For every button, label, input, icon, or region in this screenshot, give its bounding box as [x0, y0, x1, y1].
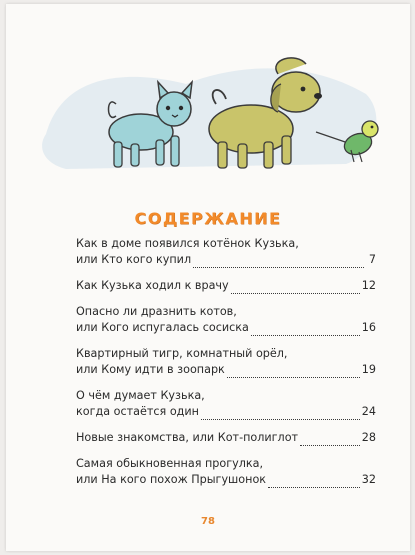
toc-entry-title-line: когда остаётся один [76, 405, 199, 418]
leader-dots [251, 324, 360, 336]
toc-page-number: 7 [368, 253, 376, 266]
toc-entry-title-line: Квартирный тигр, комнатный орёл, [76, 347, 288, 360]
leader-dots [300, 434, 360, 446]
leader-dots [193, 256, 364, 268]
toc-entry-title-line: Самая обыкновенная прогулка, [76, 457, 264, 470]
leader-dots [268, 476, 360, 488]
toc-page-number: 32 [361, 473, 376, 486]
toc-entry-title-line: Как в доме появился котёнок Кузька, [76, 237, 299, 250]
toc-entry[interactable] [76, 304, 376, 336]
page-number-footer: 78 [201, 516, 215, 527]
toc-entry-title-line: О чём думает Кузька, [76, 389, 205, 402]
toc-entry[interactable] [76, 278, 376, 294]
toc-entry[interactable] [76, 388, 376, 420]
toc-page-number: 24 [361, 405, 376, 418]
toc-entry-title-line: или Кому идти в зоопарк [76, 363, 225, 376]
toc-page-number: 16 [361, 321, 376, 334]
toc-entry[interactable] [76, 346, 376, 378]
toc-entry[interactable] [76, 430, 376, 446]
leader-dots [231, 282, 360, 294]
header-illustration [6, 4, 410, 204]
toc-page-number: 19 [361, 363, 376, 376]
leader-dots [227, 366, 360, 378]
toc-entry[interactable] [76, 456, 376, 488]
book-page [6, 4, 410, 551]
leader-dots [201, 408, 360, 420]
toc-entry-title-line: Как Кузька ходил к врачу [76, 279, 229, 292]
toc-entry-title-line: или Кто кого купил [76, 253, 192, 266]
contents-title: СОДЕРЖАНИЕ [134, 209, 282, 228]
table-of-contents [76, 236, 376, 498]
toc-entry-title-line: Новые знакомства, или Кот-полиглот [76, 431, 299, 444]
toc-entry-title-line: или На кого похож Прыгушонок [76, 473, 267, 486]
toc-page-number: 12 [361, 279, 376, 292]
toc-page-number: 28 [361, 431, 376, 444]
toc-entry[interactable] [76, 236, 376, 268]
toc-entry-title-line: или Кого испугалась сосиска [76, 321, 249, 334]
toc-entry-title-line: Опасно ли дразнить котов, [76, 305, 237, 318]
